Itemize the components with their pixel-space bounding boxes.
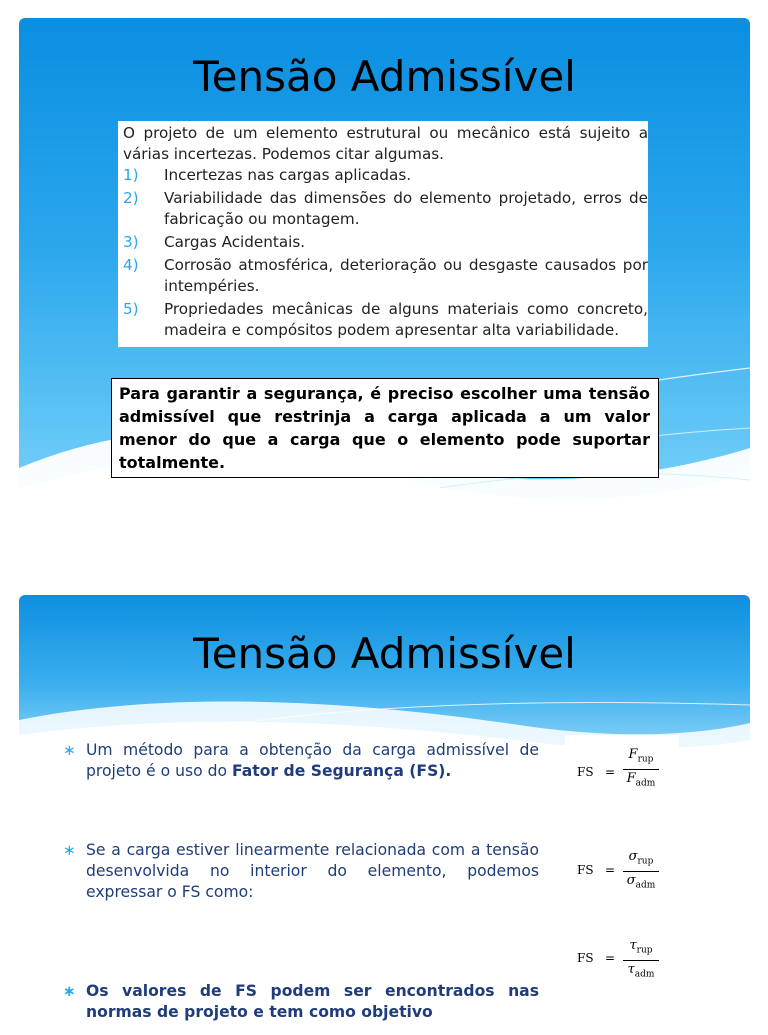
- formula-fraction: [623, 849, 659, 893]
- item-text: Propriedades mecânicas de alguns materiais como concreto, madeira e compósitos podem apresentar alta variabilidade.: [164, 300, 648, 339]
- formula-equals: =: [605, 765, 616, 779]
- formula-fs-normal-stress: [565, 845, 679, 893]
- uncertainties-box: [118, 121, 648, 347]
- denominator: $\sigma_{adm}$: [626, 872, 656, 891]
- slide-2: [19, 595, 750, 1035]
- fraction-bar: [623, 871, 659, 872]
- formula-equals: =: [605, 951, 616, 965]
- formula-fs-force: [565, 735, 679, 791]
- bullet-text: Se a carga estiver linearmente relacionada com a tensão desenvolvida no interior do elemento, podemos expressar o FS como:: [86, 841, 539, 901]
- slide-title: Tensão Admissível: [193, 629, 576, 678]
- item-text: Incertezas nas cargas aplicadas.: [164, 166, 412, 184]
- slide-title: Tensão Admissível: [193, 52, 576, 101]
- bullet-bold-text: Fator de Segurança (FS).: [232, 762, 452, 780]
- bullet-marker: ∗: [63, 841, 76, 859]
- list-item: [118, 188, 648, 230]
- item-number: 3): [123, 233, 139, 251]
- item-number: 5): [123, 300, 139, 318]
- fs-bullet-list: [63, 740, 539, 1035]
- formula-fs-shear-stress: [565, 938, 679, 978]
- item-number: 1): [123, 166, 139, 184]
- fraction-bar: [623, 769, 659, 770]
- denominator: $\tau_{adm}$: [627, 961, 655, 980]
- formula-label: FS: [577, 863, 594, 877]
- list-item: [118, 299, 648, 341]
- denominator: $F_{adm}$: [626, 770, 656, 789]
- formula-fraction: [623, 747, 659, 791]
- list-item: [118, 165, 648, 186]
- bullet-text: Um método para a obtenção da carga admissível de projeto é o uso do: [86, 741, 539, 780]
- slide-1: [19, 18, 750, 516]
- uncertainties-list: [118, 165, 648, 341]
- intro-paragraph: O projeto de um elemento estrutural ou mecânico está sujeito a várias incertezas. Podemos citar algumas.: [123, 124, 648, 163]
- safety-emphasis-box: Para garantir a segurança, é preciso escolher uma tensão admissível que restrinja a carga aplicada a um valor menor do que a carga que o elemento pode suportar totalmente.: [111, 378, 659, 478]
- bullet-item: [63, 981, 539, 1023]
- list-item: [118, 232, 648, 253]
- bullet-item: [63, 840, 539, 903]
- numerator: $\sigma_{rup}$: [628, 849, 654, 867]
- formula-fraction: [623, 938, 659, 982]
- list-item: [118, 255, 648, 297]
- bullet-item: [63, 740, 539, 782]
- bullet-marker: ∗: [63, 982, 76, 1000]
- formula-equals: =: [605, 863, 616, 877]
- numerator: $\tau_{rup}$: [629, 938, 653, 956]
- item-text: Cargas Acidentais.: [164, 233, 306, 251]
- item-text: Corrosão atmosférica, deterioração ou desgaste causados por intempéries.: [164, 256, 648, 295]
- formula-label: FS: [577, 951, 594, 965]
- bullet-marker: ∗: [63, 741, 76, 759]
- bullet-text: Os valores de FS podem ser encontrados nas normas de projeto e tem como objetivo: [86, 982, 539, 1021]
- item-number: 4): [123, 256, 139, 274]
- fraction-bar: [623, 960, 659, 961]
- formula-label: FS: [577, 765, 594, 779]
- numerator: $F_{rup}$: [628, 747, 654, 765]
- item-number: 2): [123, 189, 139, 207]
- item-text: Variabilidade das dimensões do elemento projetado, erros de fabricação ou montagem.: [164, 189, 648, 228]
